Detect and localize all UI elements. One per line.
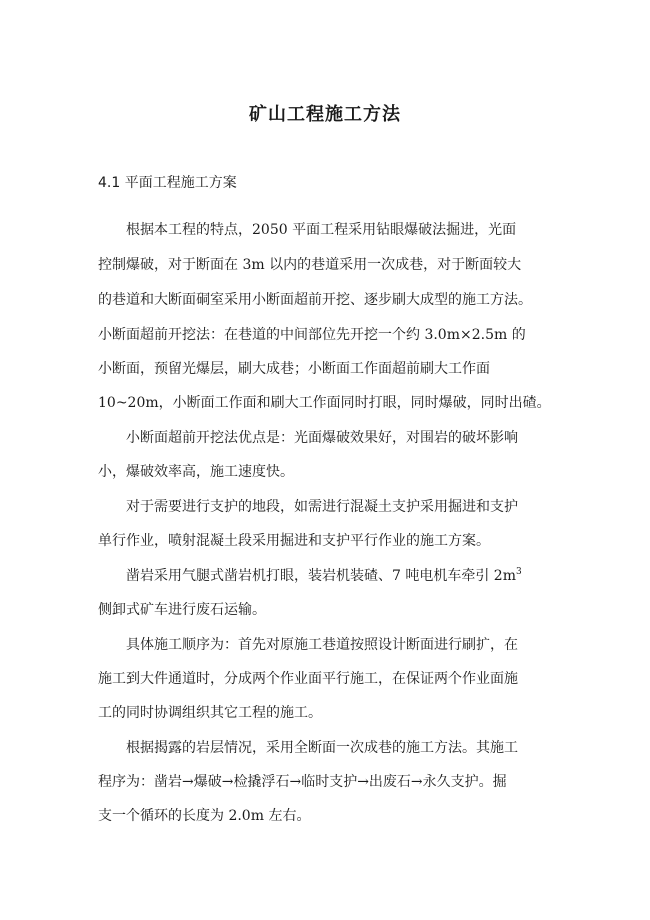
paragraph-line: 支一个循环的长度为 2.0m 左右。: [98, 808, 311, 824]
paragraph-line: 根据本工程的特点，2050 平面工程采用钻眼爆破法掘进，光面: [126, 222, 517, 238]
paragraph-line-text: 凿岩采用气腿式凿岩机打眼，装岩机装碴、7 吨电机车牵引 2m: [126, 568, 516, 584]
document-title: 矿山工程施工方法: [249, 104, 401, 125]
paragraph-line: 施工到大件通道时，分成两个作业面平行施工，在保证两个作业面施: [98, 671, 518, 687]
superscript: 3: [516, 567, 522, 577]
paragraph-line: 10~20m，小断面工作面和刷大工作面同时打眼，同时爆破，同时出碴。: [98, 395, 551, 411]
paragraph-line: 对于需要进行支护的地段，如需进行混凝土支护采用掘进和支护: [126, 499, 518, 515]
paragraph-line: 小断面，预留光爆层，刷大成巷；小断面工作面超前刷大工作面: [98, 361, 490, 377]
paragraph-line: 的巷道和大断面硐室采用小断面超前开挖、逐步刷大成型的施工方法。: [98, 292, 532, 308]
paragraph-line: 小，爆破效率高，施工速度快。: [98, 464, 294, 480]
paragraph-line: 单行作业，喷射混凝土段采用掘进和支护平行作业的施工方案。: [98, 533, 490, 549]
paragraph-line: 侧卸式矿车进行废石运输。: [98, 602, 266, 618]
section-heading: 4.1 平面工程施工方案: [98, 175, 237, 191]
paragraph-line: 程序为：凿岩→爆破→检撬浮石→临时支护→出废石→永久支护。掘: [98, 774, 507, 790]
paragraph-line: 小断面超前开挖法：在巷道的中间部位先开挖一个约 3.0m×2.5m 的: [98, 327, 526, 343]
paragraph-line: 控制爆破，对于断面在 3m 以内的巷道采用一次成巷，对于断面较大: [98, 257, 522, 273]
paragraph-line: 具体施工顺序为：首先对原施工巷道按照设计断面进行刷扩，在: [126, 637, 518, 653]
paragraph-line-with-superscript: [126, 566, 566, 586]
paragraph-line: 小断面超前开挖法优点是：光面爆破效果好，对围岩的破坏影响: [126, 430, 518, 446]
paragraph-line: 根据揭露的岩层情况，采用全断面一次成巷的施工方法。其施工: [126, 740, 518, 756]
paragraph-line: 工的同时协调组织其它工程的施工。: [98, 705, 322, 721]
